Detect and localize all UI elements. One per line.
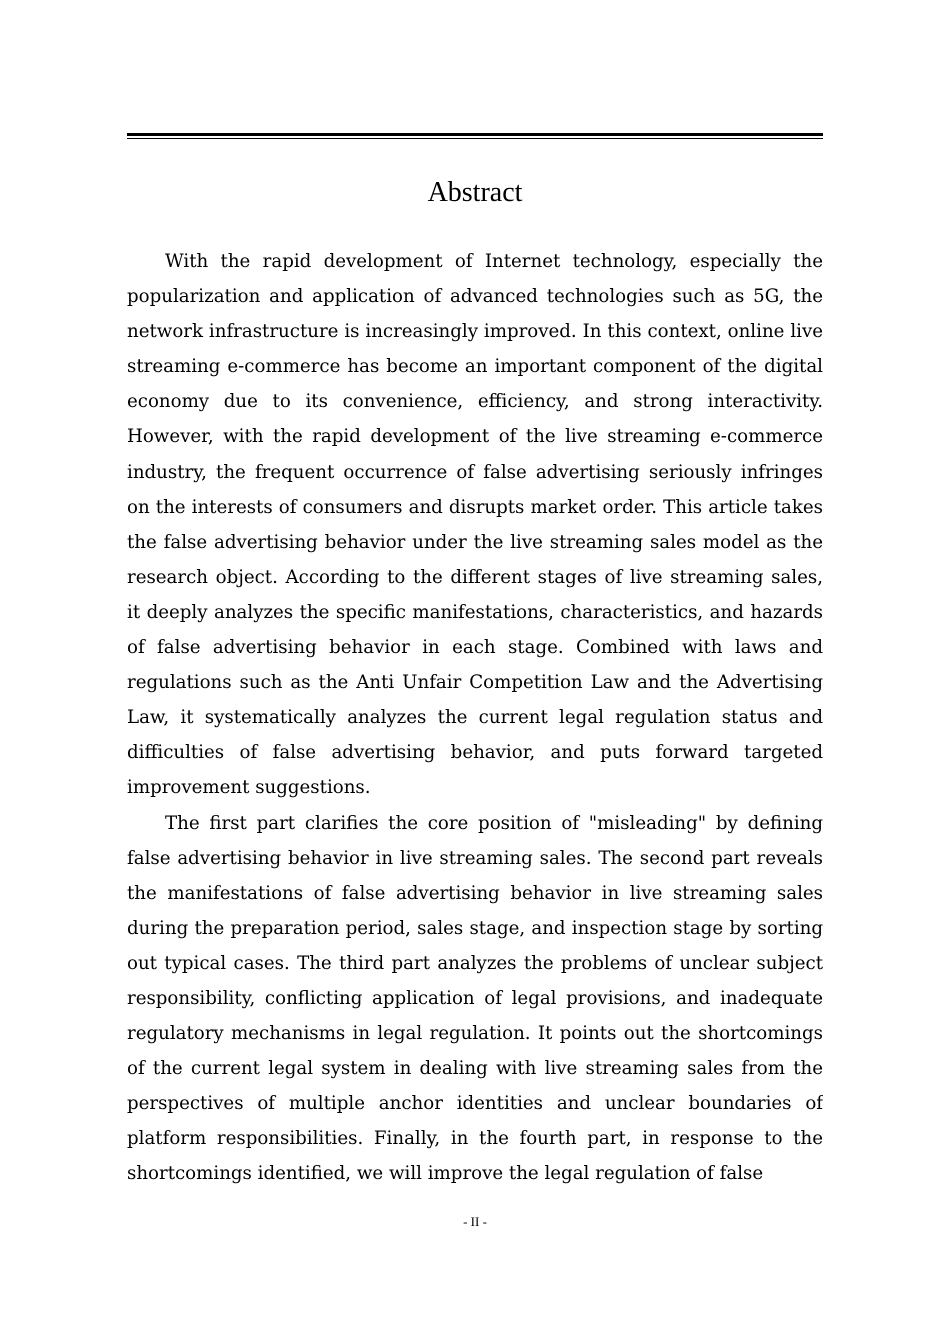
abstract-body bbox=[127, 244, 823, 1192]
header-rule-thin bbox=[127, 138, 823, 139]
abstract-paragraph-2: The first part clarifies the core position of "misleading" by defining false advertising behavior in live streaming sales. The second part reveals the manifestations of false advertising behavior in live streaming sales during the preparation period, sales stage, and inspection stage by sorting out typical cases. The third part analyzes the problems of unclear subject responsibility, conflicting application of legal provisions, and inadequate regulatory mechanisms in legal regulation. It points out the shortcomings of the current legal system in dealing with live streaming sales from the perspectives of multiple anchor identities and unclear boundaries of platform responsibilities. Finally, in the fourth part, in response to the shortcomings identified, we will improve the legal regulation of false bbox=[127, 812, 823, 1185]
header-rule-thick bbox=[127, 133, 823, 136]
page-title: Abstract bbox=[427, 177, 523, 208]
page-number: - II - bbox=[463, 1214, 487, 1229]
abstract-paragraph-1: With the rapid development of Internet technology, especially the popularization and application of advanced technologies such as 5G, the network infrastructure is increasingly improved. In this context, online live streaming e-commerce has become an important component of the digital economy due to its convenience, efficiency, and strong interactivity. However, with the rapid development of the live streaming e-commerce industry, the frequent occurrence of false advertising seriously infringes on the interests of consumers and disrupts market order. This article takes the false advertising behavior under the live streaming sales model as the research object. According to the different stages of live streaming sales, it deeply analyzes the specific manifestations, characteristics, and hazards of false advertising behavior in each stage. Combined with laws and regulations such as the Anti Unfair Competition Law and the Advertising Law, it systematically analyzes the current legal regulation status and difficulties of false advertising behavior, and puts forward targeted improvement suggestions. bbox=[127, 251, 823, 799]
